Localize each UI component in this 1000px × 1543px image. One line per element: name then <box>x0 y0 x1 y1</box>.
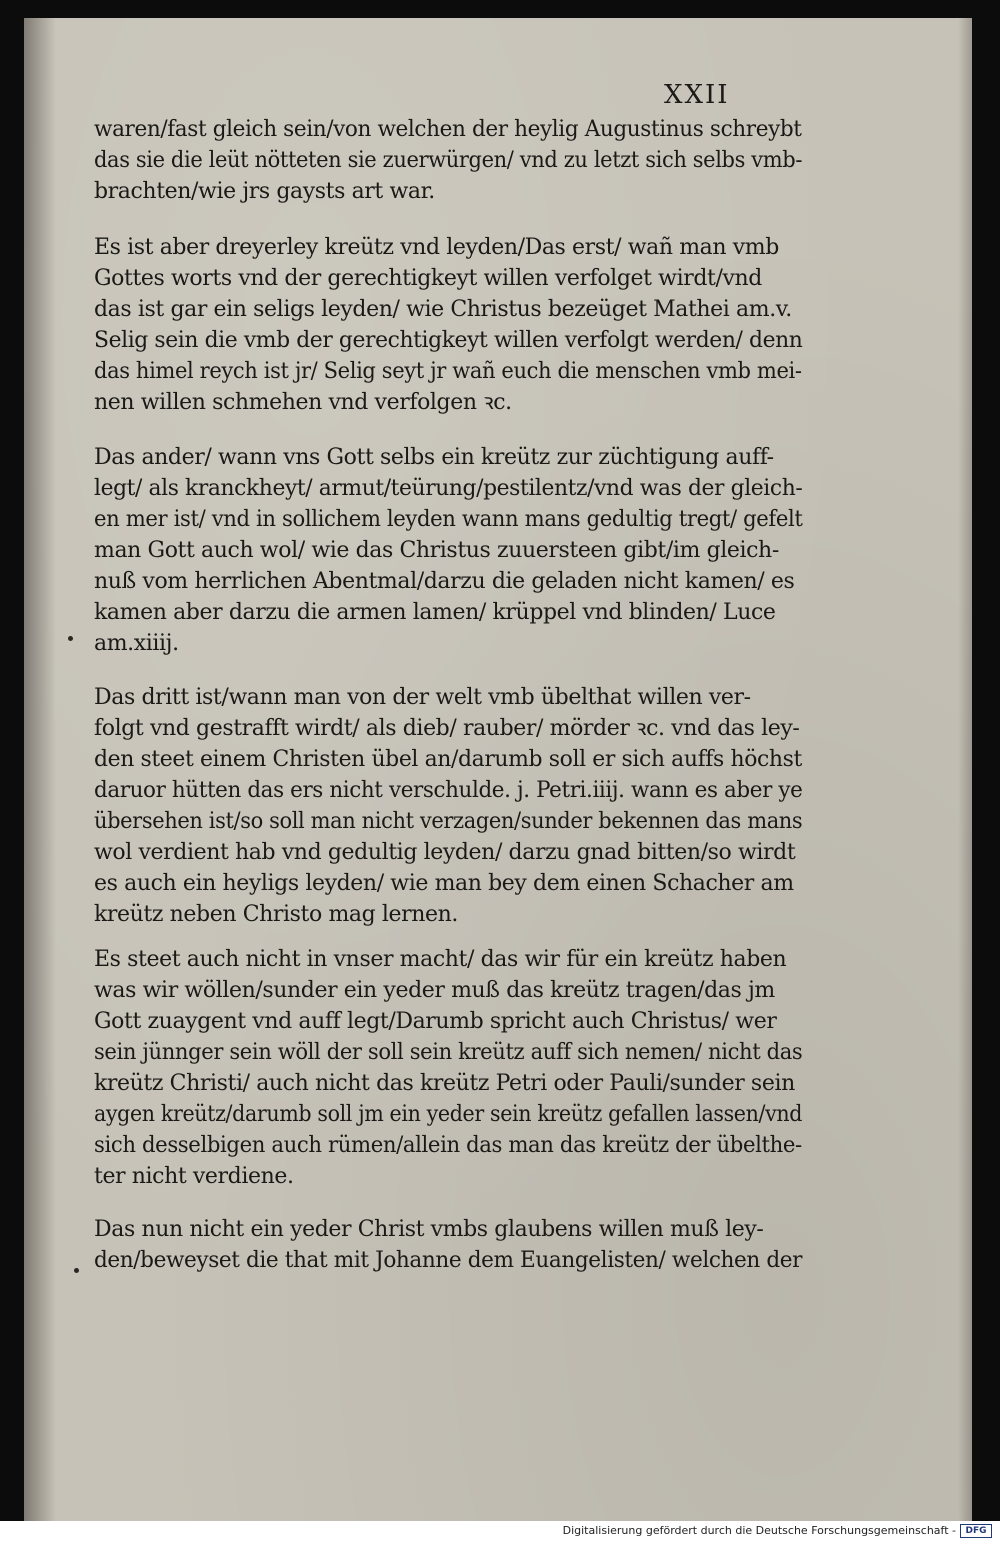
text-line: wol verdient hab vnd gedultig leyden/ darzu gnad bitten/so wirdt <box>94 840 796 865</box>
margin-speck <box>68 636 73 641</box>
text-line: das ist gar ein seligs leyden/ wie Christus bezeüget Mathei am.v. <box>94 297 792 322</box>
text-line: es auch ein heyligs leyden/ wie man bey dem einen Schacher am <box>94 871 794 896</box>
paragraph-6 <box>94 1214 802 1276</box>
text-line: Gott zuaygent vnd auff legt/Darumb spricht auch Christus/ wer <box>94 1009 777 1034</box>
paragraph-3 <box>94 442 802 659</box>
text-line: das sie die leüt nötteten sie zuerwürgen/ vnd zu letzt sich selbs vmb- <box>94 148 803 173</box>
text-line: kamen aber darzu die armen lamen/ krüppel vnd blinden/ Luce <box>94 600 776 625</box>
folio-number: XXII <box>664 80 730 110</box>
text-line: Es ist aber dreyerley kreütz vnd leyden/Das erst/ wañ man vmb <box>94 235 779 260</box>
text-line: sich desselbigen auch rümen/allein das man das kreütz der übelthe- <box>94 1133 802 1158</box>
text-line: folgt vnd gestrafft wirdt/ als dieb/ rauber/ mörder ꝛc. vnd das ley- <box>94 716 800 741</box>
text-line: Das dritt ist/wann man von der welt vmb übelthat willen ver- <box>94 685 751 710</box>
paragraph-1 <box>94 114 802 207</box>
text-line: was wir wöllen/sunder ein yeder muß das kreütz tragen/das jm <box>94 978 775 1003</box>
margin-speck <box>74 1268 79 1273</box>
text-line: den/beweyset die that mit Johanne dem Euangelisten/ welchen der <box>94 1248 803 1273</box>
text-line: Es steet auch nicht in vnser macht/ das wir für ein kreütz haben <box>94 947 787 972</box>
text-line: waren/fast gleich sein/von welchen der heylig Augustinus schreybt <box>94 117 802 142</box>
text-line: en mer ist/ vnd in sollichem leyden wann mans gedultig tregt/ gefelt <box>94 507 803 532</box>
dfg-logo: DFG <box>960 1524 992 1538</box>
text-line: brachten/wie jrs gaysts art war. <box>94 179 435 204</box>
text-line: nen willen schmehen vnd verfolgen ꝛc. <box>94 390 512 415</box>
text-line: ter nicht verdiene. <box>94 1164 294 1189</box>
text-line: sein jünnger sein wöll der soll sein kreütz auff sich nemen/ nicht das <box>94 1040 803 1065</box>
text-line: legt/ als kranckheyt/ armut/teürung/pestilentz/vnd was der gleich- <box>94 476 803 501</box>
paragraph-2 <box>94 232 802 418</box>
paragraph-4 <box>94 682 802 930</box>
text-line: Selig sein die vmb der gerechtigkeyt willen verfolgt werden/ denn <box>94 328 803 353</box>
text-line: aygen kreütz/darumb soll jm ein yeder sein kreütz gefallen lassen/vnd <box>94 1102 803 1127</box>
text-line: das himel reych ist jr/ Selig seyt jr wañ euch die menschen vmb mei- <box>94 359 802 384</box>
digitization-credit: Digitalisierung gefördert durch die Deutsche Forschungsgemeinschaft - <box>562 1524 956 1537</box>
text-line: übersehen ist/so soll man nicht verzagen/sunder bekennen das mans <box>94 809 803 834</box>
text-line: den steet einem Christen übel an/darumb soll er sich auffs höchst <box>94 747 802 772</box>
text-line: am.xiiij. <box>94 631 179 656</box>
text-line: Gottes worts vnd der gerechtigkeyt willen verfolget wirdt/vnd <box>94 266 762 291</box>
book-page <box>24 18 972 1521</box>
edge-shadow <box>958 18 972 1521</box>
gutter-shadow <box>24 18 56 1521</box>
text-line: man Gott auch wol/ wie das Christus zuuersteen gibt/im gleich- <box>94 538 779 563</box>
text-line: Das ander/ wann vns Gott selbs ein kreütz zur züchtigung auff- <box>94 445 774 470</box>
text-line: nuß vom herrlichen Abentmal/darzu die geladen nicht kamen/ es <box>94 569 795 594</box>
paragraph-5 <box>94 944 802 1192</box>
text-line: kreütz Christi/ auch nicht das kreütz Petri oder Pauli/sunder sein <box>94 1071 795 1096</box>
text-line: kreütz neben Christo mag lernen. <box>94 902 459 927</box>
text-line: Das nun nicht ein yeder Christ vmbs glaubens willen muß ley- <box>94 1217 764 1242</box>
text-line: daruor hütten das ers nicht verschulde. j. Petri.iiij. wann es aber ye <box>94 778 803 803</box>
